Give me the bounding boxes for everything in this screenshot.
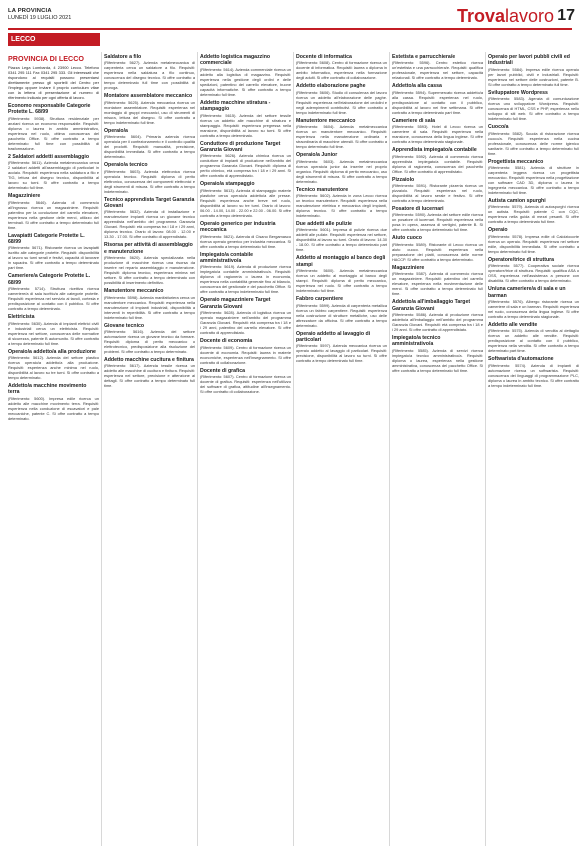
job-description: (Riferimento: 5601). Impresa di pulizie ricerca due addetti alle pulizie. Requisiti: esperienza nel settore, disponibilità al lavoro su turni. Orario di lavoro: 14.30 - 18.00. Si offre contratto a tempo determinato part time. bbox=[296, 227, 387, 253]
job-listing bbox=[8, 154, 99, 190]
job-listing bbox=[392, 83, 483, 114]
job-description: (Riferimento: 5604). Primaria azienda ricerca operaio/a per il confezionamento e il controllo qualità dei prodotti. Requisiti: manualità, precisione, disponibilità immediata. Si offre contratto a tempo determinato. bbox=[104, 134, 195, 160]
header-rule bbox=[8, 28, 572, 30]
job-description: (Riferimento: 5617). Azienda tessile ricerca un addetto alle macchine di cucitura e finitura. Requisiti: esperienza nel settore, precisione e attenzione ai dettagli. Si offre contratto a tempo determinato full time. bbox=[104, 363, 195, 389]
job-listing bbox=[8, 193, 99, 229]
job-title: Risorsa per attività di assemblaggio e manutenzione bbox=[104, 242, 193, 255]
job-title: Manutentore meccanico bbox=[296, 117, 356, 124]
job-description: (Riferimento: 5619). Azienda di produzione ricerca impiegato/a contabile amministrativo/a. Requisiti: diploma di ragioneria o laurea in economia, esperienza nella contabilità generale fino al bilancio, conoscenza del gestionale e del pacchetto Office. Si offre contratto a tempo indeterminato full time. bbox=[200, 264, 291, 295]
issue-date: LUNEDÌ 19 LUGLIO 2021 bbox=[8, 15, 72, 21]
job-description: (Riferimento: 5597). Azienda meccanica ricerca un operaio addetto al lavaggio di particolari. Requisiti: precisione, disponibilità al lavoro su turni. Si offre contratto a tempo determinato full time. bbox=[296, 343, 387, 364]
region-tab: LECCO bbox=[8, 33, 100, 46]
job-listing bbox=[104, 128, 195, 159]
job-listing bbox=[392, 235, 483, 261]
job-title: Apprendista impiegato/a contabile bbox=[392, 147, 477, 154]
job-title: Progettista meccanico bbox=[488, 158, 544, 165]
column-4 bbox=[296, 54, 387, 846]
job-list bbox=[392, 54, 483, 373]
job-title: 2 Saldatori addetti assemblaggio bbox=[8, 153, 90, 160]
job-title: Saldatore a filo bbox=[104, 54, 142, 60]
job-title: Elettricista bbox=[8, 314, 35, 321]
job-title: Montatore assemblatore meccanico bbox=[104, 93, 193, 100]
job-description: (Riferimento: 5579). Azienda di autospurghi ricerca un autista. Requisiti: patente C con CQC, esperienza nella guida di mezzi pesanti. Si offre contratto a tempo determinato full time. bbox=[488, 204, 579, 225]
column-divider bbox=[197, 52, 198, 846]
job-title: Impiegato/a tecnico amministrativo/a bbox=[392, 335, 441, 348]
job-title: Autista camion spurghi bbox=[488, 198, 546, 205]
job-title: Addetto/a macchine movimento terra bbox=[8, 383, 87, 396]
job-listing bbox=[392, 147, 483, 173]
job-title: Addetto macchine stiratura - stampaggio bbox=[200, 99, 271, 113]
masthead bbox=[8, 8, 71, 22]
job-title: Cuoco/a bbox=[488, 124, 509, 131]
job-listing bbox=[8, 103, 99, 151]
job-listing bbox=[200, 54, 291, 97]
job-title: Sviluppatore Wordpress bbox=[488, 89, 548, 96]
job-description: (Riferimento: 5592). Azienda di commercio ricerca apprendista impiegato/a contabile. Requisiti: diploma di ragioneria, conoscenza del pacchetto Office. Si offre contratto di apprendistato. bbox=[392, 153, 483, 174]
job-description: (Riferimento: 5603). Azienda elettronica ricerca operaio/a tecnico. Requisiti: diploma di perito elettronico, conoscenza dei componenti elettronici e degli strumenti di misura. Si offre contratto a tempo indeterminato. bbox=[104, 168, 195, 194]
job-title: Operaio magazziniere Target Garanzia Giovani bbox=[200, 297, 271, 310]
job-description: (Riferimento: 5589). Ristorante di Lecco ricerca un aiuto cuoco. Requisiti: esperienza nella preparazione dei piatti, conoscenza delle norme HACCP. Si offre contratto a tempo determinato. bbox=[392, 241, 483, 262]
section-title bbox=[457, 6, 554, 26]
job-list bbox=[8, 103, 99, 421]
section-title-bold: Trova bbox=[456, 6, 505, 26]
job-description: (Riferimento: 5603). Azienda metalmeccanica ricerca operaio/a junior da inserire nel proprio organico. Requisiti: diploma di perito meccanico, uso degli strumenti di misura. Si offre contratto a tempo determinato. bbox=[296, 158, 387, 184]
job-listing bbox=[8, 314, 99, 345]
job-description: (Riferimento: 5607). Centro di formazione ricerca un docente di grafica. Requisiti: esperienza nell'utilizzo dei software di grafica, attitudine all'insegnamento. Si offre contratto di collaborazione. bbox=[200, 374, 291, 395]
job-description: (Riferimento: 5627). Azienda metalmeccanica di carpenteria cerca un saldatore a filo. Requisiti: esperienza nella saldatura a filo continuo, conoscenza del disegno tecnico. Si offre contratto a tempo determinato full time con possibilità di proroga. bbox=[104, 60, 195, 91]
job-description: (Riferimento: 5630). Azienda di impianti elettrici civili e industriali cerca un elettricista. Requisiti: esperienza nel settore, conoscenza delle normative di sicurezza, patente B automunito. Si offre contratto a tempo determinato full time. bbox=[8, 320, 99, 346]
job-listing bbox=[200, 100, 291, 138]
job-title: Cameriere di sala bbox=[392, 117, 435, 124]
job-listing bbox=[8, 273, 99, 311]
job-listing bbox=[104, 54, 195, 90]
column-3 bbox=[200, 54, 291, 846]
job-listing bbox=[296, 331, 387, 364]
job-title: Tecnico manutentore bbox=[296, 186, 349, 193]
column-5 bbox=[392, 54, 483, 846]
job-title: Docente di informatica bbox=[296, 54, 352, 60]
job-title: Economo responsabile Categorie Protette L. 68/99 bbox=[8, 103, 91, 116]
job-description: (Riferimento: 5590). Azienda del settore edile ricerca un posatore di lucernari. Requisiti: esperienza nella posa in opera, assenza di vertigini, patente B. Si offre contratto a tempo determinato full time. bbox=[392, 212, 483, 233]
job-listing bbox=[488, 356, 579, 387]
job-description: (Riferimento: 5587). Azienda di commercio ricerca un magazziniere. Requisiti: patentino del carrello elevatore, esperienza nella movimentazione delle merci. Si offre contratto a tempo determinato full time. bbox=[392, 271, 483, 297]
job-description: (Riferimento: 5608). Centro di formazione ricerca un docente di informatica. Requisiti: laurea o diploma in ambito informatico, esperienza nella formazione degli adulti. Si offre contratto di collaborazione. bbox=[296, 60, 387, 81]
job-title: Pizzaiolo bbox=[392, 176, 415, 183]
column-2 bbox=[104, 54, 195, 846]
job-listing bbox=[200, 252, 291, 295]
job-listing bbox=[392, 265, 483, 296]
job-title: Addetto elaborazione paghe bbox=[296, 83, 366, 90]
column-1 bbox=[8, 54, 99, 846]
job-listing bbox=[200, 368, 291, 394]
job-title: Posatore di lucernari bbox=[392, 206, 444, 213]
job-listing bbox=[104, 323, 195, 354]
job-listing bbox=[392, 177, 483, 203]
job-listing bbox=[488, 124, 579, 155]
job-listing bbox=[488, 227, 579, 253]
province-intro: Piazza Lega Lombarda, 4 23900 Lecco. Telefono 0341 295 111 Fax 0341 295 333. Gli interessati che rispondono ai requisiti possono presentarsi direttamente presso gli sportelli del Centro per l'impiego oppure inviare il proprio curriculum vitae con la lettera di presentazione al numero di riferimento indicato per ogni offerta di lavoro. bbox=[8, 65, 99, 100]
job-description: (Riferimento: 5615). Azienda del settore tessile ricerca un addetto alle macchine di stiratura e stampaggio. Requisiti: esperienza pregressa nella mansione, disponibilità al lavoro su turni. Si offre contratto a tempo determinato. bbox=[200, 112, 291, 138]
job-title: Operaio bbox=[488, 227, 508, 234]
job-description: (Riferimento: 5671). Ristorante ricerca un lavapiatti iscritto alle categorie protette. Requisiti: disponibilità al lavoro su turni serali e festivi, capacità di lavorare in squadra. Si offre contratto a tempo determinato part time. bbox=[8, 245, 99, 271]
job-description: (Riferimento: 5646). Azienda di commercio all'ingrosso ricerca un magazziniere. Requisiti: patentino per la conduzione del carrello elevatore, esperienza nella gestione delle merci, utilizzo dei terminali. Si offre contratto a tempo determinato full time. bbox=[8, 199, 99, 230]
job-description: (Riferimento: 5600). Impresa edile ricerca un addetto alle macchine movimento terra. Requisiti: esperienza nella conduzione di escavatori e pale meccaniche, patente C. Si offre contratto a tempo determinato. bbox=[8, 395, 99, 421]
job-listing bbox=[200, 141, 291, 179]
job-listing bbox=[296, 255, 387, 293]
job-listing bbox=[296, 83, 387, 114]
job-listing bbox=[296, 152, 387, 183]
job-title: Conduttore di produzione Target Garanzia Giovani bbox=[200, 140, 281, 154]
job-description: (Riferimento: 5575). Azienda di vendita al dettaglio ricerca un addetto alle vendite. Requisiti: predisposizione al contatto con il pubblico, esperienza nella vendita. Si offre contratto a tempo determinato part time. bbox=[488, 328, 579, 354]
job-description: (Riferimento: 5593). Hotel di Lecco ricerca un cameriere di sala. Requisiti: esperienza nella mansione, conoscenza della lingua inglese. Si offre contratto a tempo determinato stagionale. bbox=[392, 124, 483, 145]
job-description: (Riferimento: 5598). Azienda manifatturiera cerca un manutentore meccanico. Requisiti: esperienza nella manutenzione di impianti industriali, disponibilità a interventi in reperibilità. Si offre contratto a tempo indeterminato full time. bbox=[104, 294, 195, 320]
job-listing bbox=[488, 286, 579, 319]
job-description: (Riferimento: 5628). Azienda di logistica ricerca un operaio magazziniere nell'ambito del programma Garanzia Giovani. Requisiti: età compresa tra i 18 e i 29 anni, patentino del carrello elevatore. Si offre contratto di apprendistato. bbox=[200, 310, 291, 336]
job-listing bbox=[8, 383, 99, 421]
job-title: Tecnico apprendista Target Garanzia Giovani bbox=[104, 196, 195, 210]
job-description: (Riferimento: 5584). Impresa edile ricerca operaio per lavori pubblici, civili e industriali. Requisiti: esperienza nel settore delle costruzioni, patente B. Si offre contratto a tempo determinato full time. bbox=[488, 66, 579, 87]
job-title: Addetto/a all'imballaggio Target Garanzia Giovani bbox=[392, 299, 471, 312]
job-description: (Riferimento: 5612). Azienda del settore plastico ricerca operaio/a addetto/a alla produzione. Requisiti: esperienza anche minima nel ruolo, disponibilità al lavoro su tre turni. Si offre contratto a tempo determinato. bbox=[8, 355, 99, 381]
job-description: (Riferimento: 5609). Centro di formazione ricerca un docente di economia. Requisiti: laurea in materie economiche, esperienza nell'insegnamento. Si offre contratto di collaborazione. bbox=[200, 344, 291, 365]
job-title: Operaio/a stampaggio bbox=[200, 181, 255, 188]
job-description: (Riferimento: 5625). Azienda meccanica ricerca un montatore assemblatore. Requisiti: esperienza nel montaggio di gruppi meccanici, uso di strumenti di misura, lettura del disegno. Si offre contratto a tempo indeterminato full time. bbox=[104, 99, 195, 125]
job-listing bbox=[104, 162, 195, 193]
job-title: Addetto logistica magazzino commerciale bbox=[200, 54, 271, 67]
job-listing bbox=[488, 322, 579, 353]
job-list bbox=[296, 54, 387, 363]
job-listing bbox=[488, 90, 579, 121]
job-listing bbox=[200, 221, 291, 249]
job-title: Lavapiatti Categorie Protette L. 68/99 bbox=[8, 232, 85, 246]
job-listing bbox=[392, 118, 483, 144]
job-title: Addetto macchine cucitura e finitura bbox=[104, 357, 194, 364]
job-title: Operaio/a Junior bbox=[296, 152, 338, 159]
job-description: (Riferimento: 5602). Azienda in zona Lecco ricerca un tecnico manutentore. Requisiti: esperienza nella manutenzione elettrica e meccanica degli impianti, diploma tecnico. Si offre contratto a tempo indeterminato. bbox=[296, 193, 387, 219]
province-title: PROVINCIA DI LECCO bbox=[8, 54, 85, 63]
job-list bbox=[200, 54, 291, 394]
job-listing bbox=[296, 118, 387, 149]
job-description: (Riferimento: 5613). Azienda di stampaggio materie plastiche cerca operaio/a addetto/a alle presse. Requisiti: esperienza anche breve nel ruolo, disponibilità al lavoro su tre turni. Orario di lavoro: 06.00 - 14.00, 14.00 - 22.00 e 22.00 - 06.00. Si offre contratto a tempo determinato. bbox=[200, 187, 291, 218]
job-listing bbox=[200, 181, 291, 217]
job-description: (Riferimento: 5621). Azienda di Cisano Bergamasco ricerca operaio generico per industria meccanica. Si offre contratto a tempo determinato full time. bbox=[200, 233, 291, 249]
job-description: (Riferimento: 5616). Azienda del settore automazione ricerca un giovane tecnico da formare. Requisiti: diploma di perito meccanico o elettrotecnico, predisposizione alla risoluzione dei problemi. Si offre contratto a tempo determinato. bbox=[104, 329, 195, 355]
job-title: Impiegato/a contabile amministrativo/a bbox=[200, 251, 254, 265]
job-title: Docente di grafica bbox=[200, 367, 245, 374]
job-description: (Riferimento: 5577). Cooperativa sociale ricerca operatore/trice di struttura. Requisiti: qualifica ASA o OSS, esperienza nell'assistenza a persone con disabilità. Si offre contratto a tempo determinato. bbox=[488, 263, 579, 284]
job-title: Magazziniere bbox=[8, 193, 41, 200]
job-title: Estetista e parrucchiera/e bbox=[392, 54, 456, 60]
job-title: Docente di economia bbox=[200, 338, 253, 345]
job-title: Fabbro carpentiere bbox=[296, 296, 343, 303]
job-description: (Riferimento: 5578). Impresa edile di Calolziocorte ricerca un operaio. Requisiti: esperienza nel settore edile, disponibilità immediata. Si offre contratto a tempo determinato full time. bbox=[488, 233, 579, 254]
job-listing bbox=[488, 159, 579, 195]
column-divider bbox=[485, 52, 486, 846]
job-listing bbox=[488, 257, 579, 283]
job-listing bbox=[392, 299, 483, 332]
job-listing bbox=[104, 357, 195, 388]
job-title: Addetto/a alla cassa bbox=[392, 83, 442, 90]
job-listing bbox=[104, 93, 195, 124]
job-description: (Riferimento: 5582). Scuola di ristorazione ricerca cuoco/a. Requisiti: esperienza nella cucina professionale, conoscenza delle norme igienico sanitarie. Si offre contratto a tempo determinato full time. bbox=[488, 130, 579, 156]
job-description: (Riferimento: 5620). Azienda specializzata nella produzione di macchine ricerca una risorsa da inserire nel reparto assemblaggio e manutenzione. Requisiti: diploma tecnico, esperienza minima nel settore. Si offre contratto a tempo determinato con possibilità di inserimento definitivo. bbox=[104, 255, 195, 286]
job-list bbox=[488, 54, 579, 388]
job-title: Addetto al montaggio al banco degli stampi bbox=[296, 255, 386, 268]
job-description: (Riferimento: 5591). Ristorante pizzeria ricerca un pizzaiolo. Requisiti: esperienza nel ruolo, disponibilità al lavoro serale e festivo. Si offre contratto a tempo determinato. bbox=[392, 183, 483, 204]
job-listing bbox=[8, 233, 99, 271]
job-description: (Riferimento: 5614). Azienda commerciale ricerca un addetto alla logistica di magazzino. Requisiti: esperienza nella gestione degli ordini e delle spedizioni, patentino del carrello elevatore, buone capacità informatiche. Si offre contratto a tempo determinato full time. bbox=[200, 66, 291, 97]
job-listing bbox=[200, 338, 291, 364]
job-listing bbox=[104, 288, 195, 319]
job-description: (Riferimento: 5611). Azienda metalmeccanica cerca 2 saldatori addetti all'assemblaggio di particolari in acciaio. Requisiti: esperienza nella saldatura a filo e TIG, lettura del disegno tecnico, disponibilità al lavoro su turni. Si offre contratto a tempo determinato full time. bbox=[8, 160, 99, 191]
job-title: Addetto alle vendite bbox=[488, 322, 538, 329]
job-listing bbox=[392, 206, 483, 232]
job-description: (Riferimento: 5583). Agenzia di comunicazione ricerca uno sviluppatore Wordpress. Requisiti: conoscenza di HTML, CSS e PHP, esperienza nello sviluppo di siti web. Si offre contratto a tempo indeterminato full time. bbox=[488, 96, 579, 122]
job-description: (Riferimento: 5581). Azienda di strutture in carpenteria leggera ricerca un progettista meccanico. Requisiti: esperienza nella progettazione con software CAD 3D, diploma o laurea in ingegneria meccanica. Si offre contratto a tempo indeterminato full time. bbox=[488, 165, 579, 196]
job-listing bbox=[392, 335, 483, 373]
newspaper-name: LA PROVINCIA bbox=[8, 8, 52, 14]
job-title: Cameriere/a Categorie Protette L. 68/99 bbox=[8, 273, 91, 286]
job-list bbox=[104, 54, 195, 388]
job-listing bbox=[8, 349, 99, 380]
job-title: Softwarista d'automazione bbox=[488, 356, 554, 363]
job-description: (Riferimento: 5600). Azienda metalmeccanica ricerca un addetto al montaggio al banco degli stampi. Requisiti: diploma di perito meccanico, esperienza nel ruolo. Si offre contratto a tempo indeterminato full time. bbox=[296, 268, 387, 294]
job-description: (Riferimento: 5574). Azienda di impianti di automazione ricerca un softwarista. Requisiti: conoscenza dei linguaggi di programmazione PLC, diploma o laurea in ambito tecnico. Si offre contratto a tempo indeterminato full time. bbox=[488, 362, 579, 388]
job-title: Un/una cameriere/a di sala e un barman bbox=[488, 286, 566, 299]
job-listing bbox=[296, 187, 387, 218]
job-description: (Riferimento: 5606). Studio di consulenza del lavoro ricerca un addetto all'elaborazione delle paghe. Requisiti: esperienza nell'elaborazione dei cedolini e negli adempimenti contributivi. Si offre contratto a tempo indeterminato full time. bbox=[296, 89, 387, 115]
job-description: (Riferimento: 5938). Struttura residenziale per anziani ricerca un economo responsabile. Requisiti: diploma o laurea in ambito amministrativo, esperienza nel ruolo, ottima conoscenza del pacchetto Office. Si offre contratto a tempo determinato full time con possibilità di trasformazione. bbox=[8, 115, 99, 151]
job-title: Manutentore meccanico bbox=[104, 288, 164, 295]
section-title-light: lavoro bbox=[504, 6, 554, 26]
job-description: (Riferimento: 5586). Azienda di produzione ricerca addetto/a all'imballaggio nell'ambito del programma Garanzia Giovani. Requisiti: età compresa tra i 18 e i 29 anni. Si offre contratto di apprendistato. bbox=[392, 312, 483, 333]
job-listing bbox=[296, 54, 387, 80]
job-listing bbox=[488, 54, 579, 87]
job-description: (Riferimento: 5604). Azienda metalmeccanica ricerca un manutentore meccanico. Requisiti: esperienza nella manutenzione ordinaria e straordinaria di macchine utensili. Si offre contratto a tempo determinato full time. bbox=[296, 124, 387, 150]
job-listing bbox=[104, 242, 195, 285]
column-divider bbox=[101, 52, 102, 846]
job-description: (Riferimento: 5576). Albergo ristorante ricerca un cameriere di sala e un barman. Requisiti: esperienza nel ruolo, conoscenza della lingua inglese. Si offre contratto a tempo determinato stagionale. bbox=[488, 299, 579, 320]
job-description: (Riferimento: 5626). Azienda chimica ricerca un conduttore di impianti di produzione nell'ambito del programma Garanzia Giovani. Requisiti: diploma di perito chimico, età compresa tra i 18 e i 29 anni. Si offre contratto di apprendistato. bbox=[200, 153, 291, 179]
job-title: Due addetti alle pulizie bbox=[296, 221, 352, 228]
job-listing bbox=[200, 297, 291, 335]
job-title: Operaio/a addetto/a alla produzione bbox=[8, 348, 96, 355]
job-description: (Riferimento: 5585). Azienda di servizi ricerca impiegato/a tecnico amministrativo/a. Requisiti: diploma o laurea, esperienza nella gestione amministrativa, conoscenza del pacchetto Office. Si offre contratto a tempo determinato full time. bbox=[392, 347, 483, 373]
page-header bbox=[0, 0, 580, 62]
job-title: Operaio per lavori pubbli civili ed industriali bbox=[488, 54, 570, 67]
job-title: Operaio/a bbox=[104, 127, 128, 134]
job-description: (Riferimento: 5714). Struttura ricettiva ricerca cameriere/a di sala iscritto/a alle categorie protette. Requisiti: esperienza nel servizio ai tavoli, cortesia e predisposizione al contatto con il pubblico. Si offre contratto a tempo determinato. bbox=[8, 286, 99, 312]
job-listing bbox=[104, 197, 195, 240]
job-title: Operaio generico per industria meccanica bbox=[200, 220, 276, 234]
job-title: Operaio addetto al lavaggio di particolari bbox=[296, 330, 371, 344]
job-description: (Riferimento: 5594). Supermercato ricerca addetto/a alla cassa. Requisiti: esperienza nel ruolo, predisposizione al contatto con il pubblico, disponibilità al lavoro nei fine settimana. Si offre contratto a tempo determinato part time. bbox=[392, 89, 483, 115]
page-number: 17 bbox=[557, 7, 575, 24]
column-divider bbox=[389, 52, 390, 846]
job-title: Operatore/trice di struttura bbox=[488, 256, 555, 263]
column-6 bbox=[488, 54, 579, 846]
job-title: Giovane tecnico bbox=[104, 322, 145, 329]
job-listing bbox=[296, 221, 387, 252]
job-title: Aiuto cuoco bbox=[392, 235, 422, 242]
job-listing bbox=[488, 198, 579, 224]
job-listing bbox=[392, 54, 483, 80]
job-description: (Riferimento: 5632). Azienda di installazione e manutenzione impianti ricerca un giovane tecnico apprendista nell'ambito del programma Garanzia Giovani. Requisiti: età compresa tra i 18 e i 29 anni, diploma tecnico. Orario di lavoro: 08.00 - 12.00 e 13.30 - 17.00. Si offre contratto di apprendistato. bbox=[104, 209, 195, 240]
job-listing bbox=[296, 296, 387, 327]
job-description: (Riferimento: 5599). Azienda di carpenteria metallica ricerca un fabbro carpentiere. Requisiti: esperienza nella costruzione di strutture metalliche, uso delle attrezzature da officina. Si offre contratto a tempo determinato. bbox=[296, 302, 387, 328]
column-divider bbox=[293, 52, 294, 846]
job-description: (Riferimento: 5596). Centro estetico ricerca un'estetista e una parrucchiera/e. Requisiti: qualifica professionale, esperienza nel settore, capacità relazionali. Si offre contratto a tempo determinato. bbox=[392, 60, 483, 81]
job-title: Operaio/a tecnico bbox=[104, 162, 148, 169]
job-title: Magazziniere bbox=[392, 264, 425, 271]
